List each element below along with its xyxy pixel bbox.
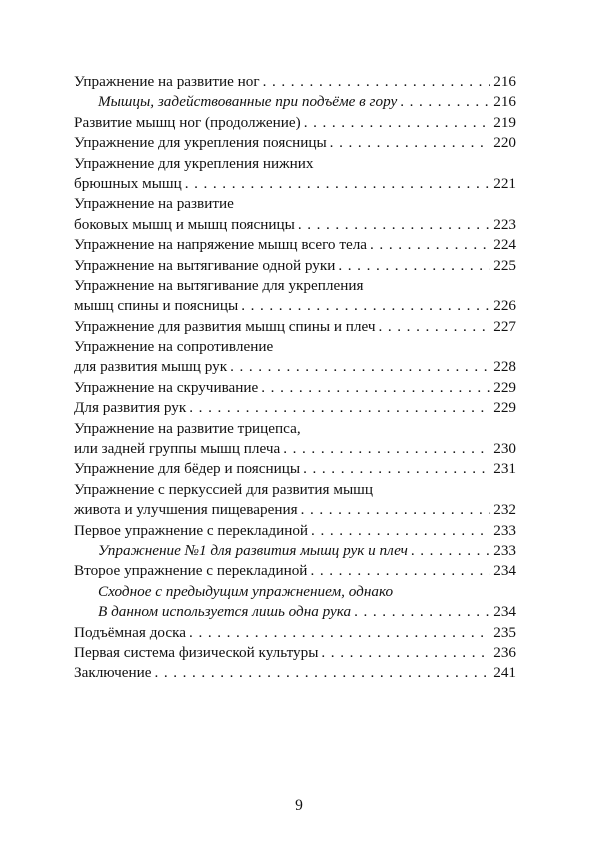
toc-entry-title: мышц спины и поясницы xyxy=(74,297,239,315)
toc-entry-first-line[interactable] xyxy=(74,276,516,296)
toc-entry-title: Заключение xyxy=(74,664,152,682)
toc-entry-first-line[interactable] xyxy=(74,419,516,439)
toc-subentry-first-line[interactable] xyxy=(74,582,516,602)
toc-entry-page: 226 xyxy=(493,297,516,315)
toc-entry-title: Упражнение на развитие xyxy=(74,195,234,213)
toc-leader-dots xyxy=(303,459,490,479)
toc-leader-dots xyxy=(411,541,490,561)
table-of-contents xyxy=(74,72,516,684)
toc-entry-title: или задней группы мышц плеча xyxy=(74,440,281,458)
toc-entry[interactable] xyxy=(74,235,516,255)
toc-entry[interactable] xyxy=(74,500,516,520)
toc-entry[interactable] xyxy=(74,439,516,459)
toc-leader-dots xyxy=(400,92,490,112)
toc-entry-title: Упражнение на сопротивление xyxy=(74,338,274,356)
toc-entry-first-line[interactable] xyxy=(74,337,516,357)
toc-entry-page: 233 xyxy=(493,521,516,539)
toc-entry-page: 225 xyxy=(493,256,516,274)
toc-entry-page: 216 xyxy=(493,93,516,111)
toc-entry[interactable] xyxy=(74,459,516,479)
toc-entry-page: 235 xyxy=(493,623,516,641)
toc-entry[interactable] xyxy=(74,174,516,194)
page-number: 9 xyxy=(295,797,303,814)
toc-entry-page: 230 xyxy=(493,440,516,458)
toc-entry-title: Упражнение для развития мышц спины и плеч xyxy=(74,317,376,335)
toc-entry-page: 233 xyxy=(493,541,516,559)
toc-entry-title: Упражнение №1 для развития мышц рук и плеч xyxy=(98,541,408,559)
toc-entry-title: Упражнение для укрепления нижних xyxy=(74,154,314,172)
toc-entry-page: 221 xyxy=(493,174,516,192)
toc-entry-title: Для развития рук xyxy=(74,399,187,417)
toc-entry[interactable] xyxy=(74,643,516,663)
toc-entry-title: Упражнение на скручивание xyxy=(74,378,259,396)
toc-leader-dots xyxy=(283,439,490,459)
toc-entry-page: 227 xyxy=(493,317,516,335)
toc-entry[interactable] xyxy=(74,561,516,581)
toc-leader-dots xyxy=(154,663,490,683)
toc-entry-first-line[interactable] xyxy=(74,480,516,500)
toc-entry-page: 219 xyxy=(493,113,516,131)
toc-entry-title: Подъёмная доска xyxy=(74,623,187,641)
toc-entry-page: 241 xyxy=(493,664,516,682)
toc-entry-title: Упражнение с перкуссией для развития мышц xyxy=(74,480,373,498)
toc-leader-dots xyxy=(263,72,491,92)
toc-entry-page: 223 xyxy=(493,215,516,233)
toc-entry-title: Упражнение на развитие трицепса, xyxy=(74,419,301,437)
toc-leader-dots xyxy=(370,235,490,255)
toc-entry[interactable] xyxy=(74,521,516,541)
toc-entry-first-line[interactable] xyxy=(74,194,516,214)
toc-entry[interactable] xyxy=(74,256,516,276)
toc-entry-page: 229 xyxy=(493,378,516,396)
toc-entry-title: боковых мышц и мышц поясницы xyxy=(74,215,295,233)
toc-entry-title: Развитие мышц ног (продолжение) xyxy=(74,113,301,131)
toc-entry-page: 229 xyxy=(493,399,516,417)
toc-entry-title: Мышцы, задействованные при подъёме в гору xyxy=(98,93,398,111)
toc-subentry[interactable] xyxy=(74,541,516,561)
toc-entry-title: для развития мышц рук xyxy=(74,358,228,376)
toc-entry-title: брюшных мышц xyxy=(74,174,182,192)
toc-leader-dots xyxy=(379,317,491,337)
toc-entry[interactable] xyxy=(74,623,516,643)
toc-entry-title: В данном используется лишь одна рука xyxy=(98,603,352,621)
toc-entry[interactable] xyxy=(74,215,516,235)
toc-leader-dots xyxy=(185,174,490,194)
toc-entry-page: 216 xyxy=(493,73,516,90)
toc-entry[interactable] xyxy=(74,133,516,153)
toc-entry[interactable] xyxy=(74,113,516,133)
toc-entry-title: Упражнение на развитие ног xyxy=(74,73,260,90)
toc-leader-dots xyxy=(301,500,491,520)
toc-entry-page: 236 xyxy=(493,643,516,661)
toc-subentry[interactable] xyxy=(74,602,516,622)
toc-entry-title: Упражнение для укрепления поясницы xyxy=(74,134,327,152)
toc-entry-page: 234 xyxy=(493,603,516,621)
toc-leader-dots xyxy=(311,521,490,541)
toc-leader-dots xyxy=(321,643,490,663)
toc-entry-first-line[interactable] xyxy=(74,154,516,174)
toc-entry-title: Сходное с предыдущим упражнением, однако xyxy=(98,582,394,600)
toc-entry-title: Второе упражнение с перекладиной xyxy=(74,562,308,580)
toc-entry-title: Упражнение на напряжение мышц всего тела xyxy=(74,236,368,254)
toc-entry-title: Первое упражнение с перекладиной xyxy=(74,521,309,539)
toc-leader-dots xyxy=(241,296,490,316)
toc-entry[interactable] xyxy=(74,317,516,337)
toc-leader-dots xyxy=(298,215,490,235)
toc-entry[interactable] xyxy=(74,357,516,377)
toc-entry-page: 231 xyxy=(493,460,516,478)
toc-leader-dots xyxy=(354,602,490,622)
toc-entry[interactable] xyxy=(74,398,516,418)
toc-entry-page: 220 xyxy=(493,134,516,152)
toc-leader-dots xyxy=(330,133,491,153)
toc-leader-dots xyxy=(189,398,490,418)
toc-leader-dots xyxy=(189,623,490,643)
toc-entry[interactable] xyxy=(74,72,516,92)
toc-entry[interactable] xyxy=(74,663,516,683)
toc-entry-title: Упражнение на вытягивание одной руки xyxy=(74,256,336,274)
toc-leader-dots xyxy=(304,113,491,133)
toc-entry-page: 234 xyxy=(493,562,516,580)
toc-entry-title: живота и улучшения пищеварения xyxy=(74,501,298,519)
toc-entry[interactable] xyxy=(74,296,516,316)
toc-entry-title: Упражнение на вытягивание для укрепления xyxy=(74,276,364,294)
toc-leader-dots xyxy=(310,561,490,581)
toc-leader-dots xyxy=(261,378,490,398)
toc-entry-title: Первая система физической культуры xyxy=(74,643,319,661)
toc-entry-page: 228 xyxy=(493,358,516,376)
toc-leader-dots xyxy=(338,256,490,276)
toc-entry-page: 232 xyxy=(493,501,516,519)
toc-entry[interactable] xyxy=(74,378,516,398)
toc-leader-dots xyxy=(230,357,490,377)
toc-entry-page: 224 xyxy=(493,236,516,254)
toc-subentry[interactable] xyxy=(74,92,516,112)
toc-entry-title: Упражнение для бёдер и поясницы xyxy=(74,460,301,478)
